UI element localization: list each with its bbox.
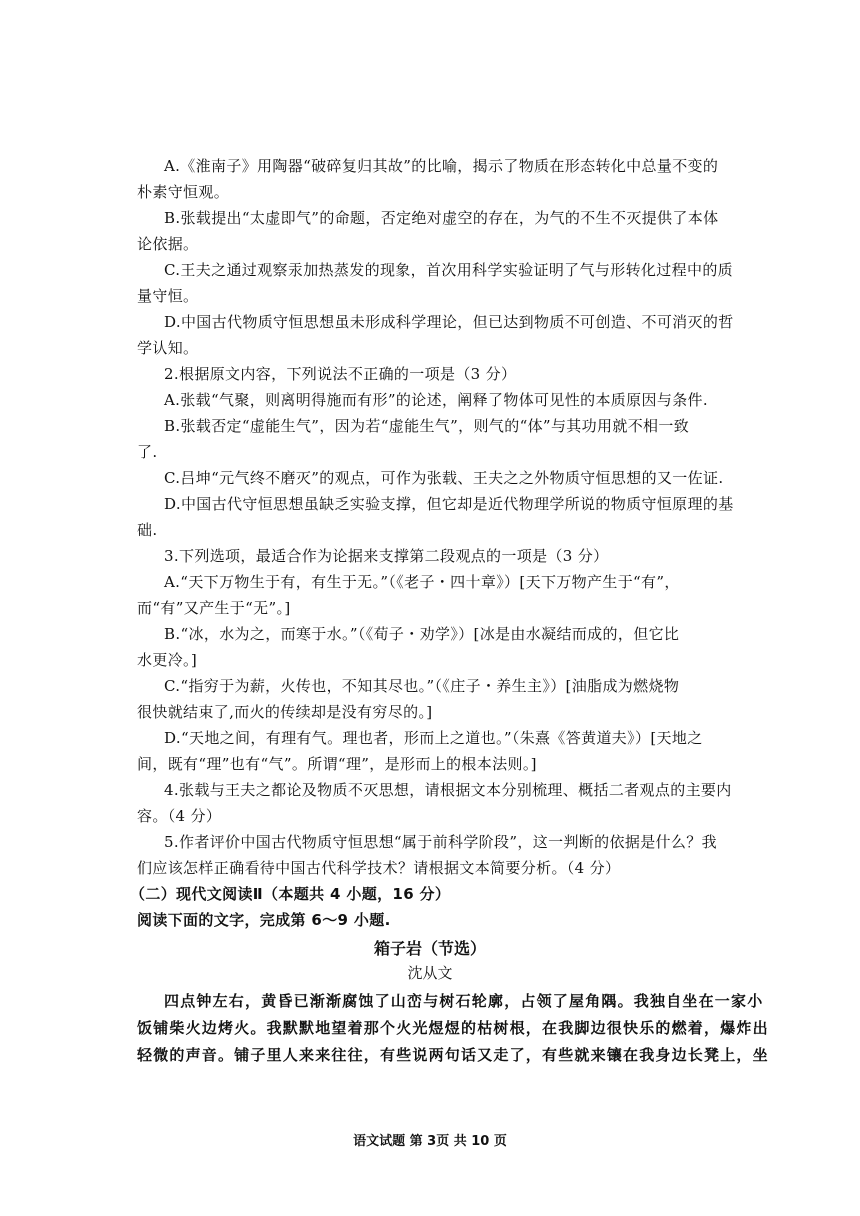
story-line-1: 四点钟左右，黄昏已渐渐腐蚀了山峦与树石轮廓，占领了屋角隅。我独自坐在一家小 (164, 992, 764, 1010)
option-2d-line-1: D.中国古代守恒思想虽缺乏实验支撑，但它却是近代物理学所说的物质守恒原理的基 (164, 495, 734, 513)
option-2a: A.张载“气聚，则离明得施而有形”的论述，阐释了物体可见性的本质原因与条件. (164, 391, 709, 409)
question-5-line-2: 们应该怎样正确看待中国古代科学技术？请根据文本简要分析。（4 分） (137, 859, 621, 877)
option-3c-line-2: 很快就结束了,而火的传续却是没有穷尽的。] (137, 703, 433, 721)
story-line-2: 饭铺柴火边烤火。我默默地望着那个火光煜煜的枯树根，在我脚边很快乐的燃着，爆炸出 (137, 1019, 769, 1037)
option-2c: C.吕坤“元气终不磨灭”的观点，可作为张载、王夫之之外物质守恒思想的又一佐证. (164, 469, 724, 487)
option-1b-line-2: 论依据。 (137, 235, 199, 253)
option-3a-line-1: A.“天下万物生于有，有生于无。”（《老子・四十章》）[天下万物产生于“有”， (164, 573, 680, 591)
option-3b-line-1: B.“冰，水为之，而寒于水。”（《荀子・劝学》）[冰是由水凝结而成的，但它比 (164, 625, 680, 643)
story-line-3: 轻微的声音。铺子里人来来往往，有些说两句话又走了，有些就来镶在我身边长凳上，坐 (137, 1046, 769, 1064)
reading-instruction: 阅读下面的文字，完成第 6～9 小题. (137, 911, 391, 929)
option-1a-line-2: 朴素守恒观。 (137, 183, 230, 201)
option-3d-line-2: 间，既有“理”也有“气”。所谓“理”，是形而上的根本法则。] (137, 755, 537, 773)
option-1d-line-2: 学认知。 (137, 339, 199, 357)
question-5-line-1: 5.作者评价中国古代物质守恒思想“属于前科学阶段”，这一判断的依据是什么？我 (164, 833, 717, 851)
question-3-stem: 3.下列选项，最适合作为论据来支撑第二段观点的一项是（3 分） (164, 547, 609, 565)
option-2b-line-1: B.张载否定“虚能生气”，因为若“虚能生气”，则气的“体”与其功用就不相一致 (164, 417, 690, 435)
option-1c-line-1: C.王夫之通过观察汞加热蒸发的现象，首次用科学实验证明了气与形转化过程中的质 (164, 261, 734, 279)
option-1d-line-1: D.中国古代物质守恒思想虽未形成科学理论，但已达到物质不可创造、不可消灭的哲 (164, 313, 734, 331)
question-4-line-1: 4.张载与王夫之都论及物质不灭思想，请根据文本分别梳理、概括二者观点的主要内 (164, 781, 732, 799)
story-author: 沈从文 (407, 964, 453, 982)
option-3b-line-2: 水更冷。] (137, 651, 198, 669)
option-3d-line-1: D.“天地之间，有理有气。理也者，形而上之道也。”（朱熹《答黄道夫》）[天地之 (164, 729, 703, 747)
page-footer: 语文试题 第 3页 共 10 页 (353, 1134, 507, 1149)
question-2-stem: 2.根据原文内容，下列说法不正确的一项是（3 分） (164, 365, 517, 383)
option-3c-line-1: C.“指穷于为薪，火传也，不知其尽也。”（《庄子・养生主》）[油脂成为燃烧物 (164, 677, 680, 695)
story-title: 箱子岩（节选） (373, 939, 486, 958)
option-2d-line-2: 础. (137, 521, 158, 539)
option-1c-line-2: 量守恒。 (137, 287, 199, 305)
question-4-line-2: 容。（4 分） (137, 807, 222, 825)
option-1b-line-1: B.张载提出“太虚即气”的命题，否定绝对虚空的存在，为气的不生不灭提供了本体 (164, 209, 719, 227)
option-3a-line-2: 而“有”又产生于“无”。] (137, 599, 291, 617)
option-1a-line-1: A.《淮南子》用陶器“破碎复归其故”的比喻，揭示了物质在形态转化中总量不变的 (164, 157, 719, 175)
section-heading: （二）现代文阅读Ⅱ（本题共 4 小题，16 分） (130, 885, 451, 903)
option-2b-line-2: 了. (137, 443, 158, 461)
